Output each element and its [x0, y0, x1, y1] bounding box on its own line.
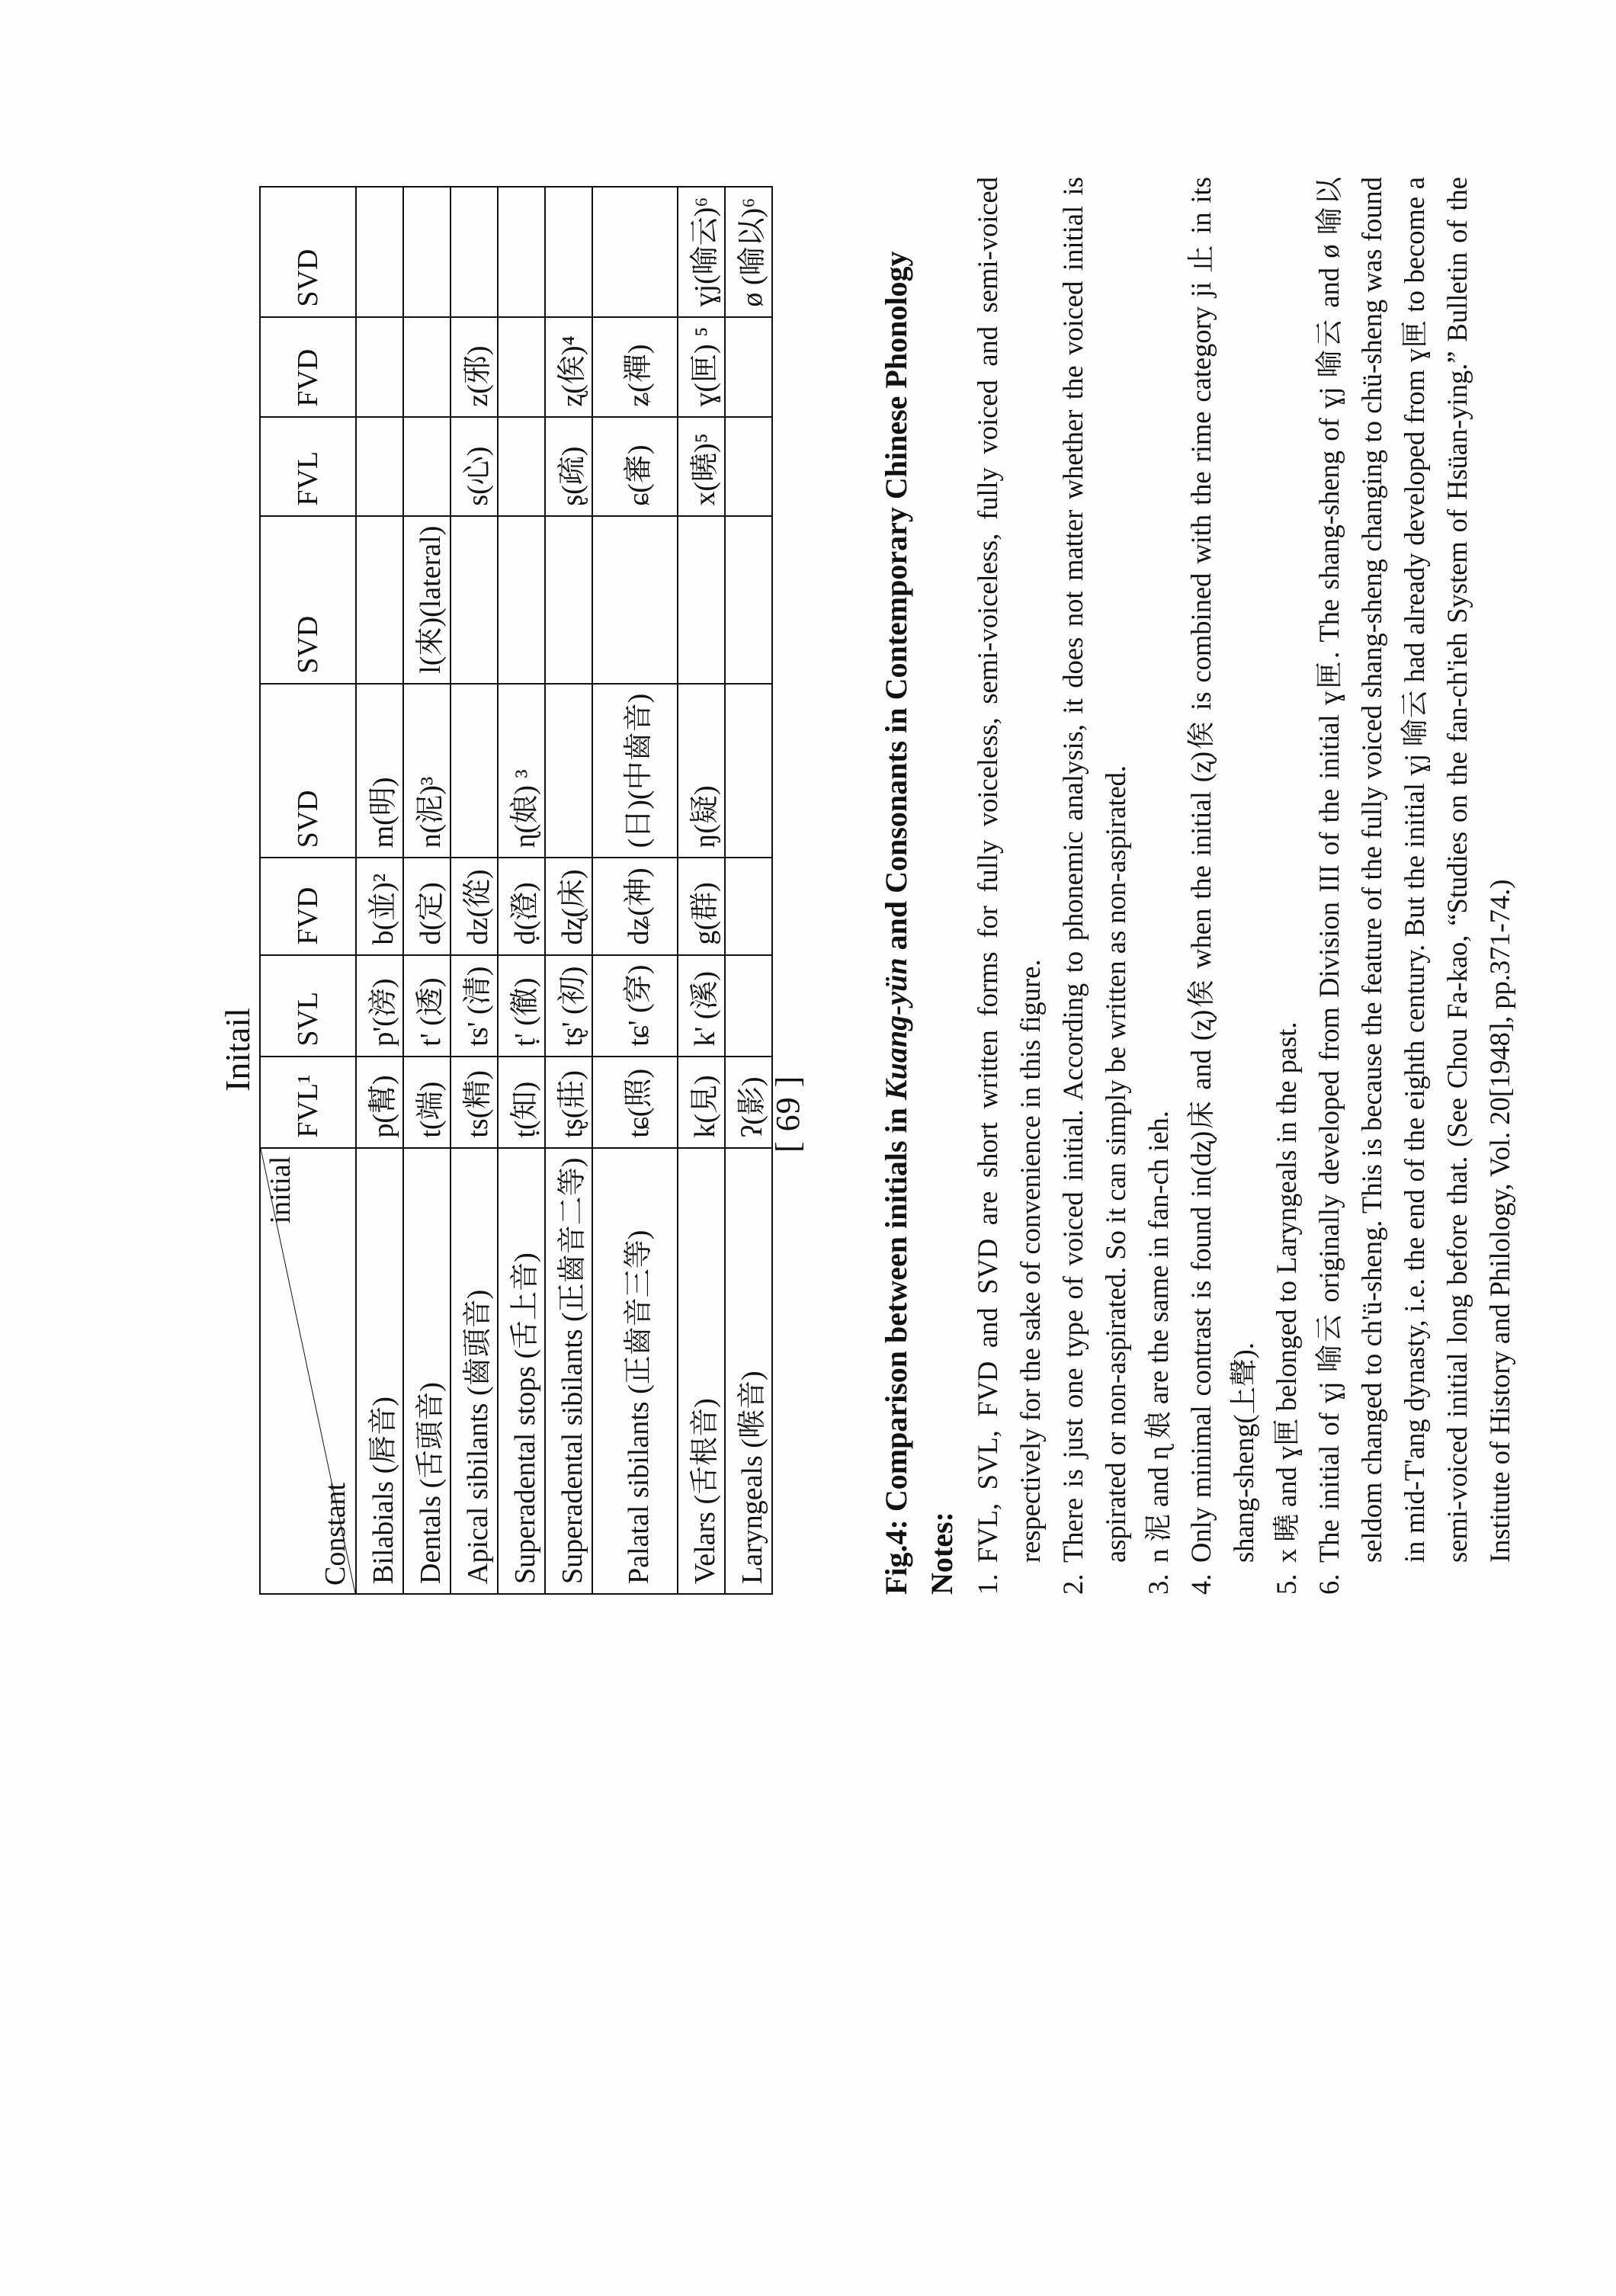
- table-cell: [545, 187, 592, 316]
- table-cell: ø (喻以)⁶: [725, 187, 772, 316]
- column-header: FVL¹: [260, 1057, 356, 1148]
- table-cell: ts(精): [450, 1057, 498, 1148]
- note-text: n 泥 and ɳ 娘 are the same in fan-ch ieh.: [1143, 1111, 1174, 1563]
- table-cell: [725, 516, 772, 684]
- row-label: Superadental stops (舌上音): [498, 1148, 545, 1594]
- table-cell: tɕ' (穿): [592, 955, 678, 1057]
- table-cell: s(心): [450, 417, 498, 516]
- table-cell: dʑ(神): [592, 858, 678, 954]
- table-cell: [725, 417, 772, 516]
- table-cell: [725, 317, 772, 417]
- table-cell: [356, 417, 403, 516]
- table-cell: t' (透): [403, 955, 450, 1057]
- table-cell: [356, 516, 403, 684]
- table-header-row: [260, 187, 356, 1594]
- column-header: FVD: [260, 858, 356, 954]
- table-cell: z(邪): [450, 317, 498, 417]
- table-cell: dz(從): [450, 858, 498, 954]
- table-cell: ʐ(俟)⁴: [545, 317, 592, 417]
- note-number: 5.: [1271, 1573, 1302, 1595]
- table-cell: [450, 516, 498, 684]
- table-row: [403, 187, 450, 1594]
- table-row: [498, 187, 545, 1594]
- table-corner-cell: [260, 1148, 356, 1594]
- caption-prefix: Fig.4: Comparison between initials in: [879, 1100, 913, 1595]
- note-number: 1.: [972, 1573, 1003, 1595]
- notes-heading: Notes:: [925, 1512, 959, 1595]
- table-cell: [356, 187, 403, 316]
- table-cell: p(幫): [356, 1057, 403, 1148]
- note-item: [1265, 177, 1308, 1595]
- table-cell: d(定): [403, 858, 450, 954]
- table-row: [356, 187, 403, 1594]
- table-cell: ɳ(娘) ³: [498, 684, 545, 858]
- table-cell: ʑ(禪): [592, 317, 678, 417]
- table-cell: n(泥)³: [403, 684, 450, 858]
- note-item: [1137, 177, 1180, 1595]
- table-cell: [725, 858, 772, 954]
- table-row: [450, 187, 498, 1594]
- note-item: [1180, 177, 1265, 1595]
- table-cell: [450, 187, 498, 316]
- table-cell: [403, 187, 450, 316]
- note-item: [1052, 177, 1137, 1595]
- note-number: 4.: [1185, 1573, 1217, 1595]
- row-label: Dentals (舌頭音): [403, 1148, 450, 1594]
- table-row: [545, 187, 592, 1594]
- table-cell: [678, 516, 725, 684]
- corner-label-initial: initial: [265, 1156, 297, 1224]
- table-cell: tʂ' (初): [545, 955, 592, 1057]
- table-cell: [498, 516, 545, 684]
- row-label: Apical sibilants (齒頭音): [450, 1148, 498, 1594]
- row-label: Bilabials (唇音): [356, 1148, 403, 1594]
- note-number: 3.: [1143, 1573, 1174, 1595]
- note-number: 6.: [1313, 1573, 1345, 1595]
- table-cell: dʐ(床): [545, 858, 592, 954]
- note-text: Only minimal contrast is found in(dʐ)床 and (ʐ)俟 when the initial (ʐ)俟 is combined with the rime category ji 止 in its shang-sheng(上聲).: [1185, 177, 1259, 1563]
- table-cell: ʔ(影): [725, 1057, 772, 1148]
- table-cell: g(群): [678, 858, 725, 954]
- table-cell: [498, 317, 545, 417]
- column-header: FVL: [260, 417, 356, 516]
- column-header: SVD: [260, 684, 356, 858]
- column-header: SVD: [260, 516, 356, 684]
- table-cell: ṭ(知): [498, 1057, 545, 1148]
- table-cell: k' (溪): [678, 955, 725, 1057]
- row-label: Velars (舌根音): [678, 1148, 725, 1594]
- table-cell: [403, 317, 450, 417]
- row-label: Palatal sibilants (正齒音三等): [592, 1148, 678, 1594]
- caption-suffix: and Consonants in Contemporary Chinese Phonology: [879, 251, 913, 958]
- table-cell: [592, 187, 678, 316]
- page-number: [ 69 ]: [769, 1075, 806, 1153]
- note-text: The initial of ɣj 喻云 originally developed from Division III of the initial ɣ匣. The shang-sheng of ɣj 喻云 and ø 喻以 seldom changed to ch'ü-sheng. This is because the feature of the fully voiced shang-sheng changing to chü-sheng was found in mid-T'ang dynasty, i.e. the end of the eighth century. But the initial ɣj 喻云 had already developed from ɣ匣 to become a semi-voiced initial long before that. (See Chou Fa-kao, “Studies on the fan-ch'ieh System of Hsüan-ying.” Bulletin of the Institute of History and Philology, Vol. 20[1948], pp.371-74.): [1313, 177, 1515, 1563]
- column-header: SVL: [260, 955, 356, 1057]
- table-cell: [498, 417, 545, 516]
- table-cell: [725, 684, 772, 858]
- table-cell: ʂ(疏): [545, 417, 592, 516]
- table-cell: [545, 684, 592, 858]
- column-header: FVD: [260, 317, 356, 417]
- column-header: SVD: [260, 187, 356, 316]
- table-cell: tʂ(莊): [545, 1057, 592, 1148]
- table-cell: [592, 516, 678, 684]
- table-cell: ɕ(審): [592, 417, 678, 516]
- note-item: [1308, 177, 1521, 1595]
- table-cell: x(曉)⁵: [678, 417, 725, 516]
- note-number: 2.: [1057, 1573, 1089, 1595]
- table-cell: l(來)(lateral): [403, 516, 450, 684]
- table-cell: (日)(中齒音): [592, 684, 678, 858]
- table-cell: [450, 684, 498, 858]
- caption-italic: Kuang-yün: [879, 957, 913, 1101]
- table-cell: [725, 955, 772, 1057]
- table-cell: p'(滂): [356, 955, 403, 1057]
- table-row: [592, 187, 678, 1594]
- corner-label-constant: Constant: [319, 1482, 351, 1586]
- table-cell: m(明): [356, 684, 403, 858]
- row-label: Superadental sibilants (正齒音二等): [545, 1148, 592, 1594]
- table-cell: b(並)²: [356, 858, 403, 954]
- table-cell: ɣj(喻云)⁶: [678, 187, 725, 316]
- table-cell: k(見): [678, 1057, 725, 1148]
- row-label: Laryngeals (喉音): [725, 1148, 772, 1594]
- table-cell: t(端): [403, 1057, 450, 1148]
- notes-list: [967, 177, 1521, 1595]
- figure-caption: [878, 252, 914, 1595]
- note-item: [967, 177, 1052, 1595]
- table-cell: ɣ(匣) ⁵: [678, 317, 725, 417]
- note-text: FVL, SVL, FVD and SVD are short written forms for fully voiceless, semi-voiceless, fully voiced and semi-voiced respectively for the sake of convenience in this figure.: [972, 177, 1046, 1563]
- table-cell: ḍ(澄): [498, 858, 545, 954]
- table-cell: ts' (清): [450, 955, 498, 1057]
- table-cell: [356, 317, 403, 417]
- note-text: x 曉 and ɣ匣 belonged to Laryngeals in the past.: [1271, 1021, 1302, 1563]
- table-cell: ṭ' (徹): [498, 955, 545, 1057]
- table-super-header: Initail: [218, 1008, 257, 1092]
- table-cell: [545, 516, 592, 684]
- table-cell: [498, 187, 545, 316]
- table-row: [678, 187, 725, 1594]
- table-cell: ŋ(疑): [678, 684, 725, 858]
- table-row: [725, 187, 772, 1594]
- initials-table: [259, 186, 773, 1595]
- table-cell: tɕ(照): [592, 1057, 678, 1148]
- table-cell: [403, 417, 450, 516]
- note-text: There is just one type of voiced initial. According to phonemic analysis, it does not matter whether the voiced initial is aspirated or non-aspirated. So it can simply be written as non-aspirated.: [1057, 177, 1131, 1563]
